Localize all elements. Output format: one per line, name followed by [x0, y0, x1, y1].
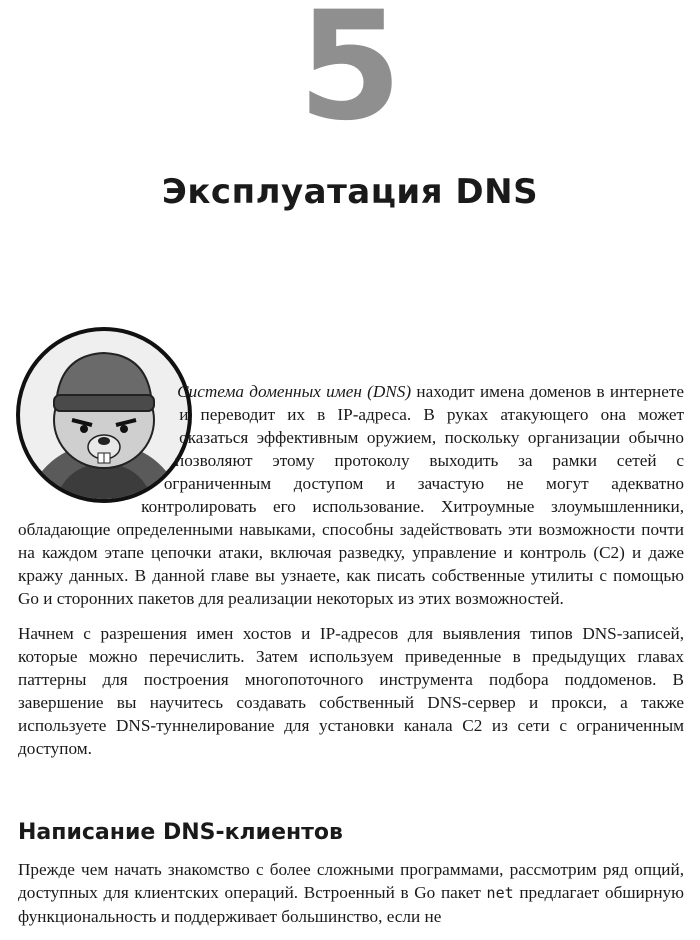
section-paragraph [18, 858, 684, 928]
code-net: net [486, 884, 514, 902]
chapter-number: 5 [297, 0, 403, 154]
intro-paragraph-1-text: находит имена доменов в интернете и переводит их в IP-адреса. В руках атакующего она может оказаться эффективным оружием, поскольку организации обычно позволяют этому протоколу выходить за рамки сетей с ограниченным доступом и зачастую не могут адекватно контролировать его использование. Хитроумные злоумышленники, обладающие определенными навыками, способны задействовать эти возможности почти на каждом этапе цепочки атаки, включая разведку, управление и контроль (C2) и даже кражу данных. В данной главе вы узнаете, как писать собственные утилиты с помощью Go и сторонних пакетов для реализации некоторых из этих возможностей. [18, 382, 684, 608]
intro-lead: Система доменных имен (DNS) [177, 382, 412, 401]
section-heading: Написание DNS-клиентов [18, 820, 343, 845]
intro-paragraph-2: Начнем с разрешения имен хостов и IP-адресов для выявления типов DNS-записей, которые можно перечислить. Затем используем приведенные в предыдущих главах паттерны для построения многопоточного инструмента подбора поддоменов. В завершение вы научитесь создавать собственный DNS-сервер и прокси, а также используете DNS-туннелирование для установки канала C2 из сети с ограниченным доступом. [18, 624, 684, 758]
section-text-after: предлагает обширную функциональность и поддерживает большинство, если не [18, 883, 684, 926]
chapter-title: Эксплуатация DNS [161, 172, 539, 212]
intro-text [18, 380, 684, 772]
section-text-before: Прежде чем начать знакомство с более сложными программами, рассмотрим ряд опций, доступных для клиентских операций. Встроенный в Go пакет [18, 860, 684, 902]
